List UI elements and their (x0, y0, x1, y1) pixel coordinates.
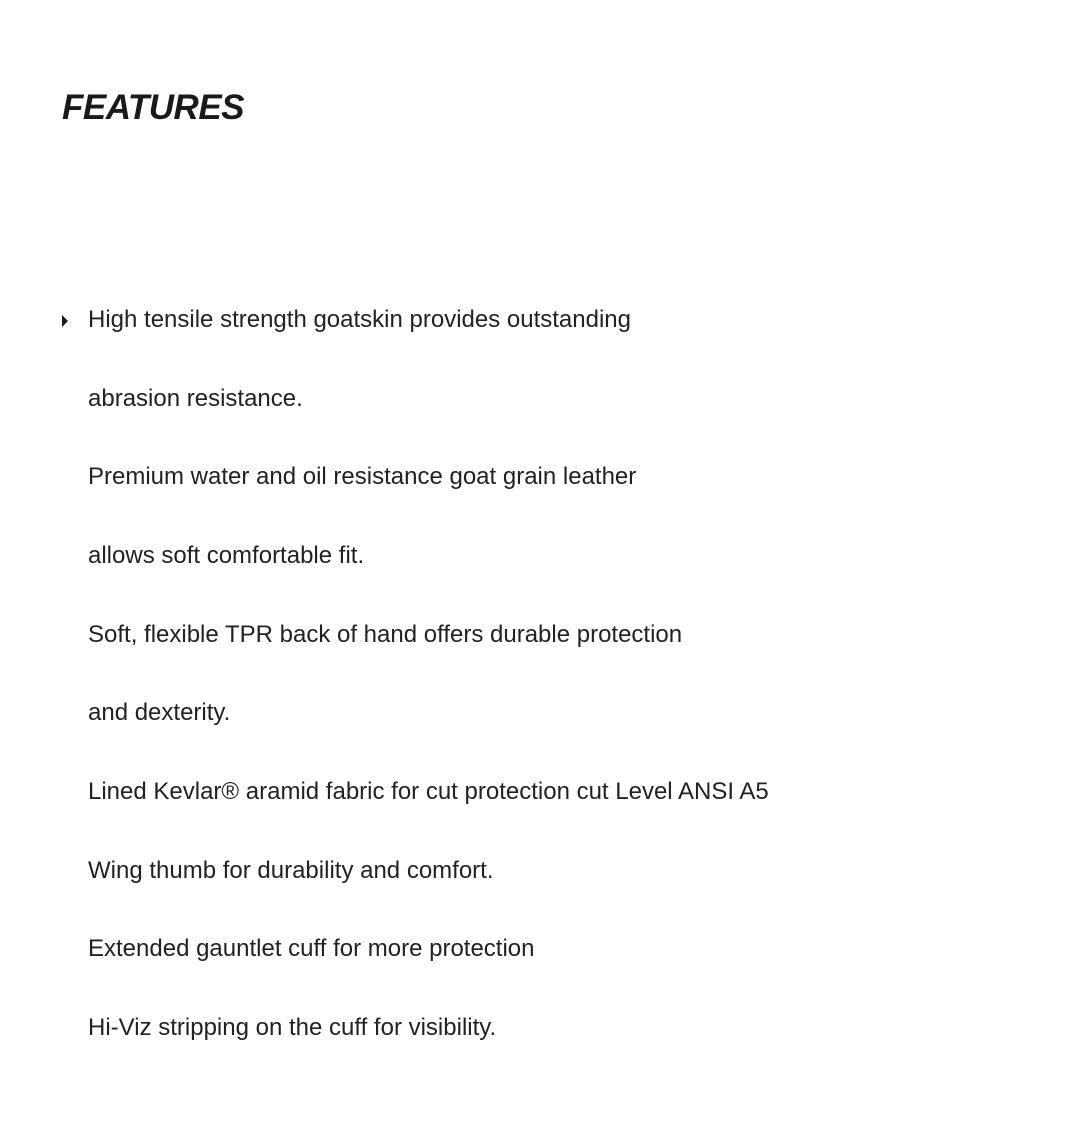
feature-line: Wing thumb for durability and comfort. (88, 857, 494, 884)
feature-line: Premium water and oil resistance goat grain leather (88, 463, 637, 490)
feature-line: High tensile strength goatskin provides outstanding (88, 306, 631, 333)
feature-line: Soft, flexible TPR back of hand offers durable protection (88, 621, 683, 648)
feature-line: Hi-Viz stripping on the cuff for visibility. (88, 1014, 497, 1041)
page-title: FEATURES (62, 88, 245, 127)
feature-line: abrasion resistance. (88, 385, 303, 412)
feature-line: and dexterity. (88, 699, 231, 726)
feature-line: Lined Kevlar® aramid fabric for cut protection cut Level ANSI A5 (88, 778, 769, 805)
feature-line: allows soft comfortable fit. (88, 542, 365, 569)
feature-line: Extended gauntlet cuff for more protection (88, 935, 535, 962)
